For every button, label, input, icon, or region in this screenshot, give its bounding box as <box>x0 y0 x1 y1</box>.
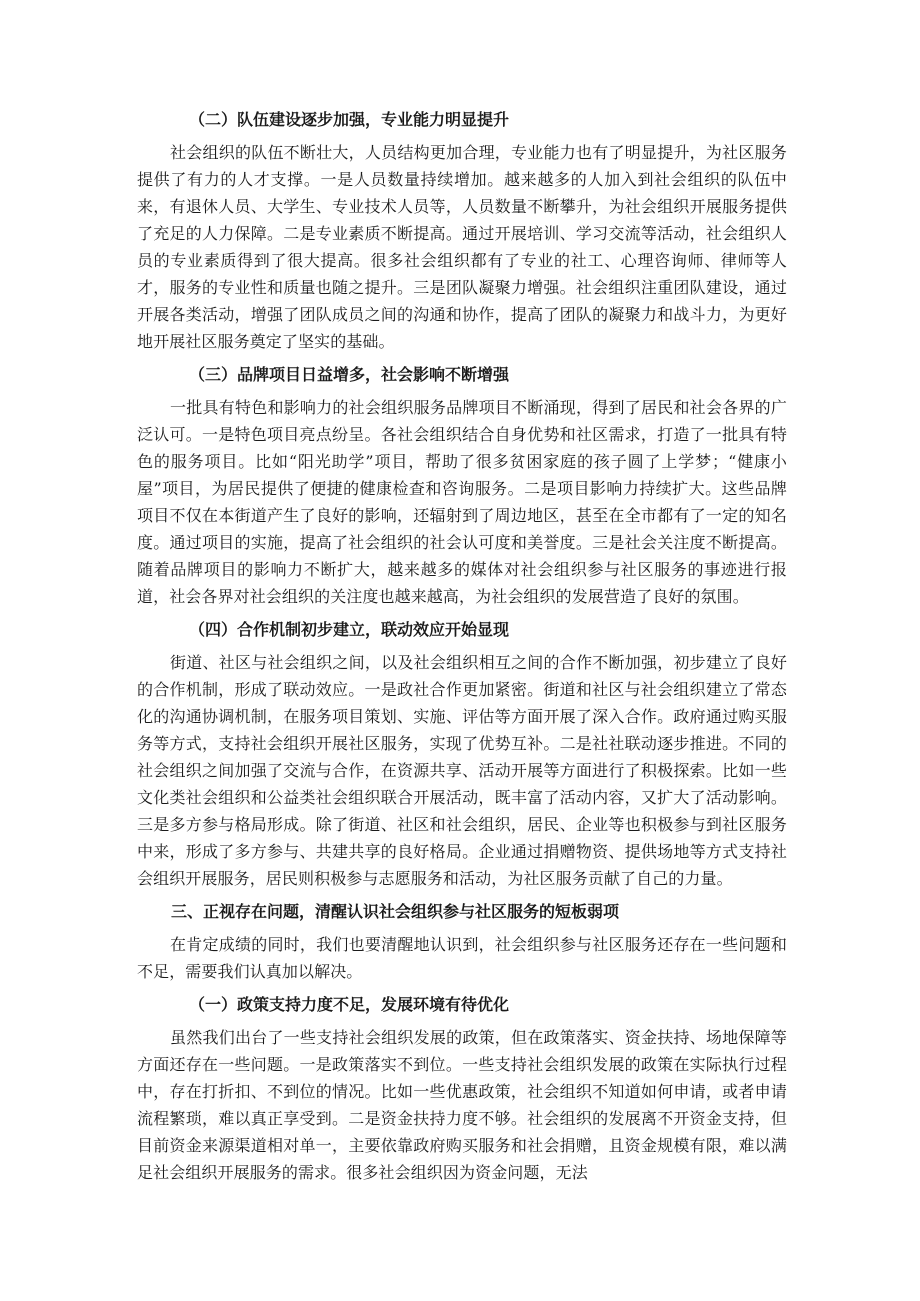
chapter-heading-problems: 三、正视存在问题，清醒认识社会组织参与社区服务的短板弱项 <box>171 902 620 921</box>
paragraph-problems-intro: 在肯定成绩的同时，我们也要清醒地认识到，社会组织参与社区服务还存在一些问题和不足，需要我们认真加以解决。 <box>137 935 787 981</box>
section-heading-cooperation: （四）合作机制初步建立，联动效应开始显现 <box>189 620 510 639</box>
document-page <box>137 106 787 1192</box>
paragraph-policy-support: 虽然我们出台了一些支持社会组织发展的政策，但在政策落实、资金扶持、场地保障等方面还存在一些问题。一是政策落实不到位。一些支持社会组织发展的政策在实际执行过程中，存在打折扣、不到位的情况。比如一些优惠政策，社会组织不知道如何申请，或者申请流程繁琐，难以真正享受到。二是资金扶持力度不够。社会组织的发展离不开资金支持，但目前资金来源渠道相对单一，主要依靠政府购买服务和社会捐赠，且资金规模有限，难以满足社会组织开展服务的需求。很多社会组织因为资金问题，无法 <box>137 1028 787 1182</box>
paragraph-brand-projects: 一批具有特色和影响力的社会组织服务品牌项目不断涌现，得到了居民和社会各界的广泛认可。一是特色项目亮点纷呈。各社会组织结合自身优势和社区需求，打造了一批具有特色的服务项目。比如“阳光助学”项目，帮助了很多贫困家庭的孩子圆了上学梦；“健康小屋”项目，为居民提供了便捷的健康检查和咨询服务。二是项目影响力持续扩大。这些品牌项目不仅在本街道产生了良好的影响，还辐射到了周边地区，甚至在全市都有了一定的知名度。通过项目的实施，提高了社会组织的社会认可度和美誉度。三是社会关注度不断提高。随着品牌项目的影响力不断扩大，越来越多的媒体对社会组织参与社区服务的事迹进行报道，社会各界对社会组织的关注度也越来越高，为社会组织的发展营造了良好的氛围。 <box>137 398 787 606</box>
paragraph-team-building: 社会组织的队伍不断壮大，人员结构更加合理，专业能力也有了明显提升，为社区服务提供了有力的人才支撑。一是人员数量持续增加。越来越多的人加入到社会组织的队伍中来，有退休人员、大学生、专业技术人员等，人员数量不断攀升，为社会组织开展服务提供了充足的人力保障。二是专业素质不断提高。通过开展培训、学习交流等活动，社会组织人员的专业素质得到了很大提高。很多社会组织都有了专业的社工、心理咨询师、律师等人才，服务的专业性和质量也随之提升。三是团队凝聚力增强。社会组织注重团队建设，通过开展各类活动，增强了团队成员之间的沟通和协作，提高了团队的凝聚力和战斗力，为更好地开展社区服务奠定了坚实的基础。 <box>137 143 787 351</box>
section-heading-policy-support: （一）政策支持力度不足，发展环境有待优化 <box>189 995 510 1014</box>
section-heading-brand-projects: （三）品牌项目日益增多，社会影响不断增强 <box>189 365 510 384</box>
section-heading-team-building: （二）队伍建设逐步加强，专业能力明显提升 <box>189 110 510 129</box>
paragraph-cooperation: 街道、社区与社会组织之间，以及社会组织相互之间的合作不断加强，初步建立了良好的合作机制，形成了联动效应。一是政社合作更加紧密。街道和社区与社会组织建立了常态化的沟通协调机制，在服务项目策划、实施、评估等方面开展了深入合作。政府通过购买服务等方式，支持社会组织开展社区服务，实现了优势互补。二是社社联动逐步推进。不同的社会组织之间加强了交流与合作，在资源共享、活动开展等方面进行了积极探索。比如一些文化类社会组织和公益类社会组织联合开展活动，既丰富了活动内容，又扩大了活动影响。三是多方参与格局形成。除了街道、社区和社会组织，居民、企业等也积极参与到社区服务中来，形成了多方参与、共建共享的良好格局。企业通过捐赠物资、提供场地等方式支持社会组织开展服务，居民则积极参与志愿服务和活动，为社区服务贡献了自己的力量。 <box>137 653 787 888</box>
